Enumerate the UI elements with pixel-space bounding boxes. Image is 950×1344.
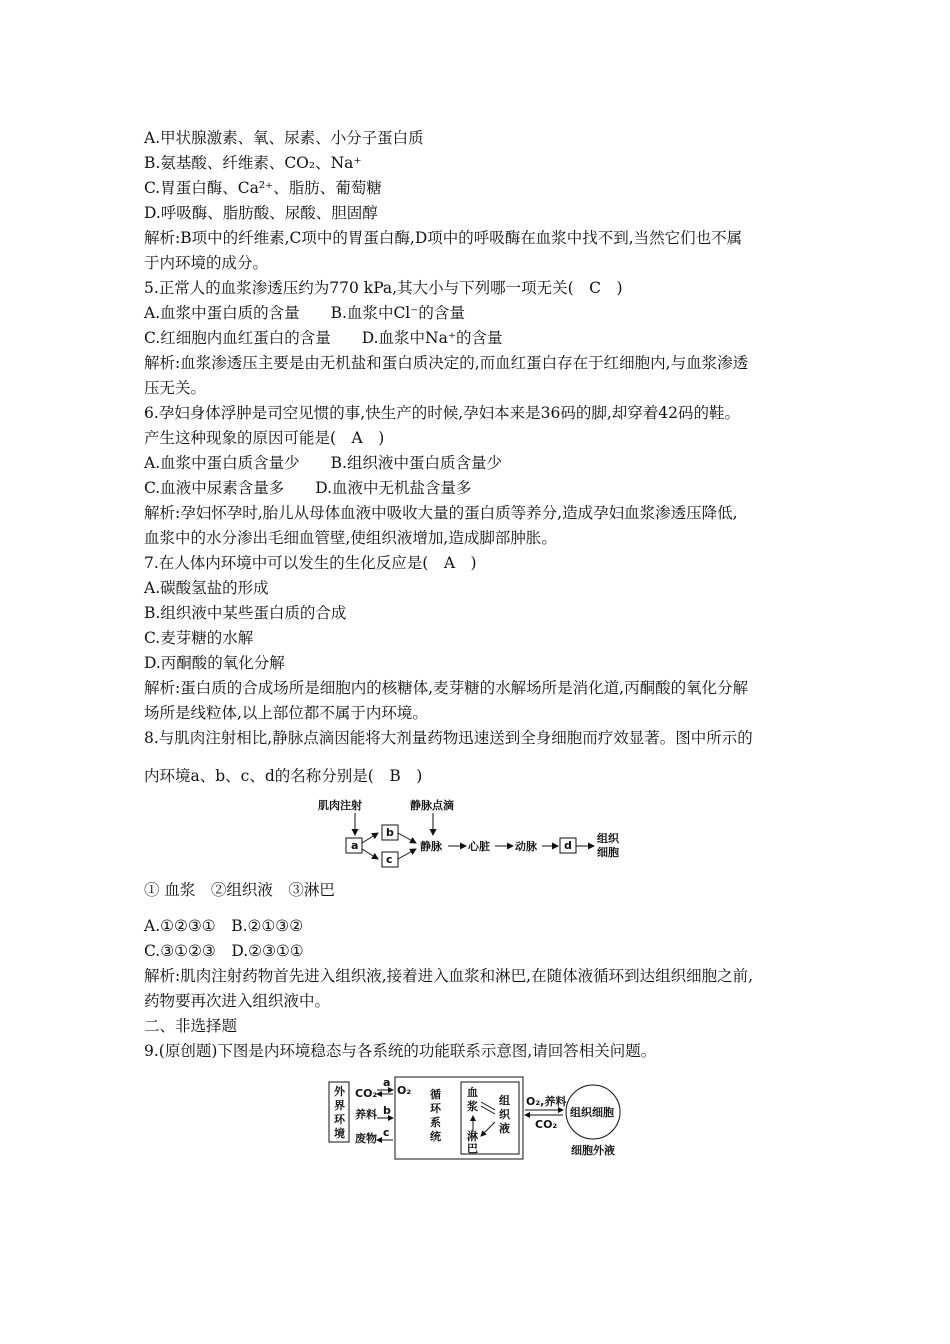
arrow-a-label: a xyxy=(383,1076,391,1089)
tissue-cell-label-2: 细胞 xyxy=(597,846,619,859)
drug-delivery-diagram xyxy=(300,795,640,875)
text-line: 压无关。 xyxy=(144,379,207,397)
text-line: 9.(原创题)下图是内环境稳态与各系统的功能联系示意图,请回答相关问题。 xyxy=(144,1042,657,1060)
ext-env-3: 环 xyxy=(334,1113,345,1126)
text-line: 解析:蛋白质的合成场所是细胞内的核糖体,麦芽糖的水解场所是消化道,丙酮酸的氧化分解 xyxy=(144,679,749,697)
iv-drip-label: 静脉点滴 xyxy=(410,799,454,812)
vein-label: 静脉 xyxy=(420,840,442,853)
text-line: C.③①②③ D.②③①① xyxy=(144,942,304,960)
plasma-2: 浆 xyxy=(467,1100,478,1113)
text-line: B.氨基酸、纤维素、CO₂、Na⁺ xyxy=(144,154,362,172)
text-line: 于内环境的成分。 xyxy=(144,254,269,272)
text-line: 解析:肌肉注射药物首先进入组织液,接着进入血浆和淋巴,在随体液循环到达组织细胞之前, xyxy=(144,967,754,985)
circ-2: 环 xyxy=(430,1102,441,1115)
arrow-b-label: b xyxy=(383,1104,391,1117)
text-line: 解析:血浆渗透压主要是由无机盐和蛋白质决定的,而血红蛋白存在于红细胞内,与血浆渗透 xyxy=(144,354,749,372)
node-a: a xyxy=(351,839,359,852)
muscle-injection-label: 肌肉注射 xyxy=(318,799,362,812)
text-line: D.丙酮酸的氧化分解 xyxy=(144,654,285,672)
homeostasis-diagram xyxy=(325,1072,635,1162)
o2-label: O₂ xyxy=(397,1084,412,1097)
text-line: 5.正常人的血浆渗透压约为770 kPa,其大小与下列哪一项无关( C ) xyxy=(144,279,623,297)
tissue-fluid-2: 织 xyxy=(499,1108,510,1121)
circ-1: 循 xyxy=(430,1088,441,1101)
node-d: d xyxy=(564,839,572,852)
node-c: c xyxy=(386,853,393,866)
text-line: 产生这种现象的原因可能是( A ) xyxy=(144,429,385,447)
arrow-c-label: c xyxy=(383,1126,390,1139)
lymph-2: 巴 xyxy=(467,1142,478,1155)
text-line: 内环境a、b、c、d的名称分别是( B ) xyxy=(144,767,423,785)
text-line: C.麦芽糖的水解 xyxy=(144,629,254,647)
node-b: b xyxy=(386,826,394,839)
ext-env-1: 外 xyxy=(334,1085,345,1098)
circ-3: 系 xyxy=(430,1116,441,1129)
tissue-fluid-3: 液 xyxy=(499,1122,510,1135)
text-line: 药物要再次进入组织液中。 xyxy=(144,992,331,1010)
co2-out-label: CO₂ xyxy=(535,1118,558,1131)
text-line: C.胃蛋白酶、Ca²⁺、脂肪、葡萄糖 xyxy=(144,179,382,197)
text-line: C.红细胞内血红蛋白的含量 D.血浆中Na⁺的含量 xyxy=(144,329,503,347)
text-line: A.血浆中蛋白质含量少 B.组织液中蛋白质含量少 xyxy=(144,454,502,472)
plasma-1: 血 xyxy=(467,1086,478,1099)
waste-label: 废物 xyxy=(355,1132,377,1145)
co2-label: CO₂ xyxy=(355,1087,378,1100)
text-line: 血浆中的水分渗出毛细血管壁,使组织液增加,造成脚部肿胀。 xyxy=(144,529,557,547)
tissue-cell-label-1: 组织 xyxy=(597,832,619,845)
text-line: 解析:B项中的纤维素,C项中的胃蛋白酶,D项中的呼吸酶在血浆中找不到,当然它们也不属 xyxy=(144,229,743,247)
heart-label: 心脏 xyxy=(468,840,490,853)
text-line: 6.孕妇身体浮肿是司空见惯的事,快生产的时候,孕妇本来是36码的脚,却穿着42码的鞋。 xyxy=(144,404,741,422)
circ-4: 统 xyxy=(430,1130,441,1143)
tissue-fluid-1: 组 xyxy=(499,1094,510,1107)
text-line: A.血浆中蛋白质的含量 B.血浆中Cl⁻的含量 xyxy=(144,304,465,322)
artery-label: 动脉 xyxy=(515,840,537,853)
ext-env-4: 境 xyxy=(334,1127,345,1140)
text-line: 二、非选择题 xyxy=(144,1017,238,1035)
nutrients-label: 养料 xyxy=(355,1108,377,1121)
text-line: 解析:孕妇怀孕时,胎儿从母体血液中吸收大量的蛋白质等养分,造成孕妇血浆渗透压降低, xyxy=(144,504,738,522)
text-line: 场所是线粒体,以上部位都不属于内环境。 xyxy=(144,704,428,722)
text-line: C.血液中尿素含量多 D.血液中无机盐含量多 xyxy=(144,479,472,497)
text-line: A.碳酸氢盐的形成 xyxy=(144,579,269,597)
ext-env-2: 界 xyxy=(334,1099,345,1112)
text-line: B.组织液中某些蛋白质的合成 xyxy=(144,604,347,622)
text-line: D.呼吸酶、脂肪酸、尿酸、胆固醇 xyxy=(144,204,378,222)
o2-nutrients-label: O₂,养料 xyxy=(526,1095,567,1108)
text-line: 7.在人体内环境中可以发生的生化反应是( A ) xyxy=(144,554,477,572)
extracellular-fluid-label: 细胞外液 xyxy=(571,1144,615,1157)
text-line: A.①②③① B.②①③② xyxy=(144,917,304,935)
text-line: ① 血浆 ②组织液 ③淋巴 xyxy=(144,881,335,899)
text-line: 8.与肌肉注射相比,静脉点滴因能将大剂量药物迅速送到全身细胞而疗效显著。图中所示的 xyxy=(144,729,753,747)
lymph-1: 淋 xyxy=(467,1130,478,1143)
tissue-cell-label: 组织细胞 xyxy=(570,1106,614,1119)
text-line: A.甲状腺激素、氧、尿素、小分子蛋白质 xyxy=(144,129,424,147)
